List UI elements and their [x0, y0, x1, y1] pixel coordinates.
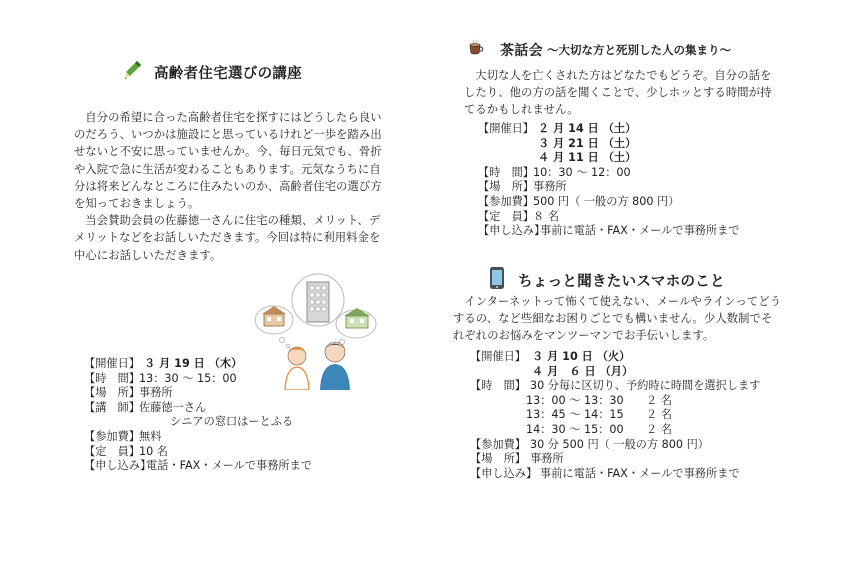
- detail-row-capacity: [84, 445, 384, 460]
- capacity-label: 【定 員】: [478, 209, 534, 223]
- date-label: 【開催日】: [84, 357, 140, 370]
- left-intro-paragraph: 自分の希望に合った高齢者住宅を探すにはどうしたら良いのだろう、いつかは施設にと思っているけれど一歩を踏み出せないと不安に思っていませんか。今、毎日元気でも、骨折や入院で急に生活が変わることもあります。元気なうちに自分は将来どんなところに住みたいのか、高齢者住宅の選び方を知っておきましょう。: [74, 111, 382, 211]
- detail-row-date: [478, 137, 768, 152]
- apply-label: 【申し込み】: [470, 466, 538, 480]
- date-value: ２ 月 14 日 （土）: [538, 122, 637, 135]
- detail-row-place: [470, 452, 790, 467]
- tea-section-title: 茶話会: [500, 43, 543, 59]
- apply-label: 【申し込み】: [478, 224, 546, 238]
- phone-section-title: ちょっと聞きたいスマホのこと: [518, 274, 725, 290]
- detail-row-lecturer: [84, 401, 384, 416]
- time-slot: 13：00 ～ 13：30 ２ 名: [526, 393, 672, 407]
- detail-row-slot: [470, 423, 790, 438]
- apply-value: 事前に電話・FAX・メールで事務所まで: [540, 466, 740, 480]
- detail-row-lecturer-org: [84, 415, 384, 430]
- left-intro: [74, 109, 386, 264]
- phone-intro: [453, 293, 783, 345]
- date-label: 【開催日】: [478, 122, 534, 135]
- capacity-value: ８ 名: [533, 209, 559, 223]
- time-slot: 14：30 ～ 15：00 ２ 名: [526, 422, 672, 436]
- detail-row-apply: [478, 224, 768, 239]
- time-label: 【時 間】: [84, 371, 140, 385]
- fee-value: 500 円（ 一般の方 800 円）: [533, 194, 680, 208]
- pencil-icon: [124, 60, 142, 84]
- detail-row-fee: [84, 430, 384, 445]
- place-value: 事務所: [139, 386, 173, 400]
- date-value: ３ 月 21 日 （土）: [538, 136, 637, 150]
- detail-row-date: [470, 350, 790, 365]
- detail-row-date: [478, 122, 768, 137]
- fee-value: 無料: [139, 429, 162, 443]
- detail-row-fee: [470, 438, 790, 453]
- left-intro-paragraph: 当会賛助会員の佐藤徳一さんに住宅の種類、メリット、デメリットなどをお話しいただきます。今回は特に利用料金を中心にお話しいただきます。: [74, 214, 381, 262]
- detail-row-capacity: [478, 210, 768, 225]
- detail-row-fee: [478, 195, 768, 210]
- left-event-details: [84, 357, 384, 474]
- tea-section-subtitle: ～大切な方と死別した人の集まり～: [547, 43, 731, 57]
- time-value: 13：30 ～ 15：00: [139, 371, 237, 385]
- detail-row-date: [84, 357, 384, 372]
- fee-label: 【参加費】: [478, 194, 534, 208]
- fee-label: 【参加費】: [470, 437, 526, 451]
- time-value: 10：30 ～ 12：00: [533, 165, 631, 179]
- capacity-value: 10 名: [139, 444, 168, 458]
- left-section-title: 高齢者住宅選びの講座: [154, 66, 302, 82]
- time-label: 【時 間】: [478, 165, 534, 179]
- detail-row-time: [478, 166, 768, 181]
- time-value: 30 分毎に区切り、予約時に時間を選択します: [530, 379, 761, 393]
- lecturer-label: 【講 師】: [84, 400, 140, 414]
- detail-row-place: [84, 386, 384, 401]
- detail-row-time: [84, 372, 384, 387]
- fee-value: 30 分 500 円（ 一般の方 800 円）: [530, 437, 709, 451]
- fee-label: 【参加費】: [84, 429, 140, 443]
- detail-row-time: [470, 379, 790, 394]
- detail-row-slot: [470, 394, 790, 409]
- tea-intro-paragraph: 大切な人を亡くされた方はどなたでもどうぞ。自分の話をしたり、他の方の話を聞くことで、少しホッとする時間が持てるかもしれません。: [464, 69, 772, 117]
- smartphone-icon: [489, 266, 505, 294]
- time-slot: 13：45 ～ 14：15 ２ 名: [526, 408, 672, 422]
- lecturer-value: 佐藤徳一さん: [139, 400, 207, 414]
- date-label: 【開催日】: [470, 350, 526, 363]
- tea-intro: [464, 67, 772, 119]
- place-label: 【場 所】: [478, 180, 534, 194]
- detail-row-slot: [470, 408, 790, 423]
- detail-row-apply: [470, 467, 790, 482]
- tea-event-details: [478, 122, 768, 239]
- place-value: 事務所: [530, 452, 564, 466]
- detail-row-apply: [84, 459, 384, 474]
- date-value: ４ 月 11 日 （土）: [538, 151, 637, 165]
- date-value: ４ 月 ６ 日 （月）: [532, 364, 634, 378]
- coffee-cup-icon: [467, 38, 485, 60]
- apply-label: 【申し込み】: [84, 459, 152, 473]
- date-value: ３ 月 19 日 （木）: [144, 357, 243, 370]
- place-value: 事務所: [533, 180, 567, 194]
- place-label: 【場 所】: [84, 386, 140, 400]
- time-label: 【時 間】: [470, 379, 526, 393]
- date-value: ３ 月 10 日 （火）: [532, 350, 631, 363]
- lecturer-org: シニアの窓口はーとふる: [170, 415, 294, 429]
- capacity-label: 【定 員】: [84, 444, 140, 458]
- phone-intro-paragraph: インターネットって怖くて使えない、メールやラインってどうするの、など些細なお困りごとでも構いません。少人数制でそれぞれのお悩みをマンツーマンでお手伝いします。: [453, 295, 782, 343]
- detail-row-date: [470, 365, 790, 380]
- apply-value: 電話・FAX・メールで事務所まで: [146, 459, 312, 473]
- place-label: 【場 所】: [470, 452, 526, 466]
- phone-event-details: [470, 350, 790, 481]
- detail-row-place: [478, 180, 768, 195]
- apply-value: 事前に電話・FAX・メールで事務所まで: [540, 224, 740, 238]
- detail-row-date: [478, 151, 768, 166]
